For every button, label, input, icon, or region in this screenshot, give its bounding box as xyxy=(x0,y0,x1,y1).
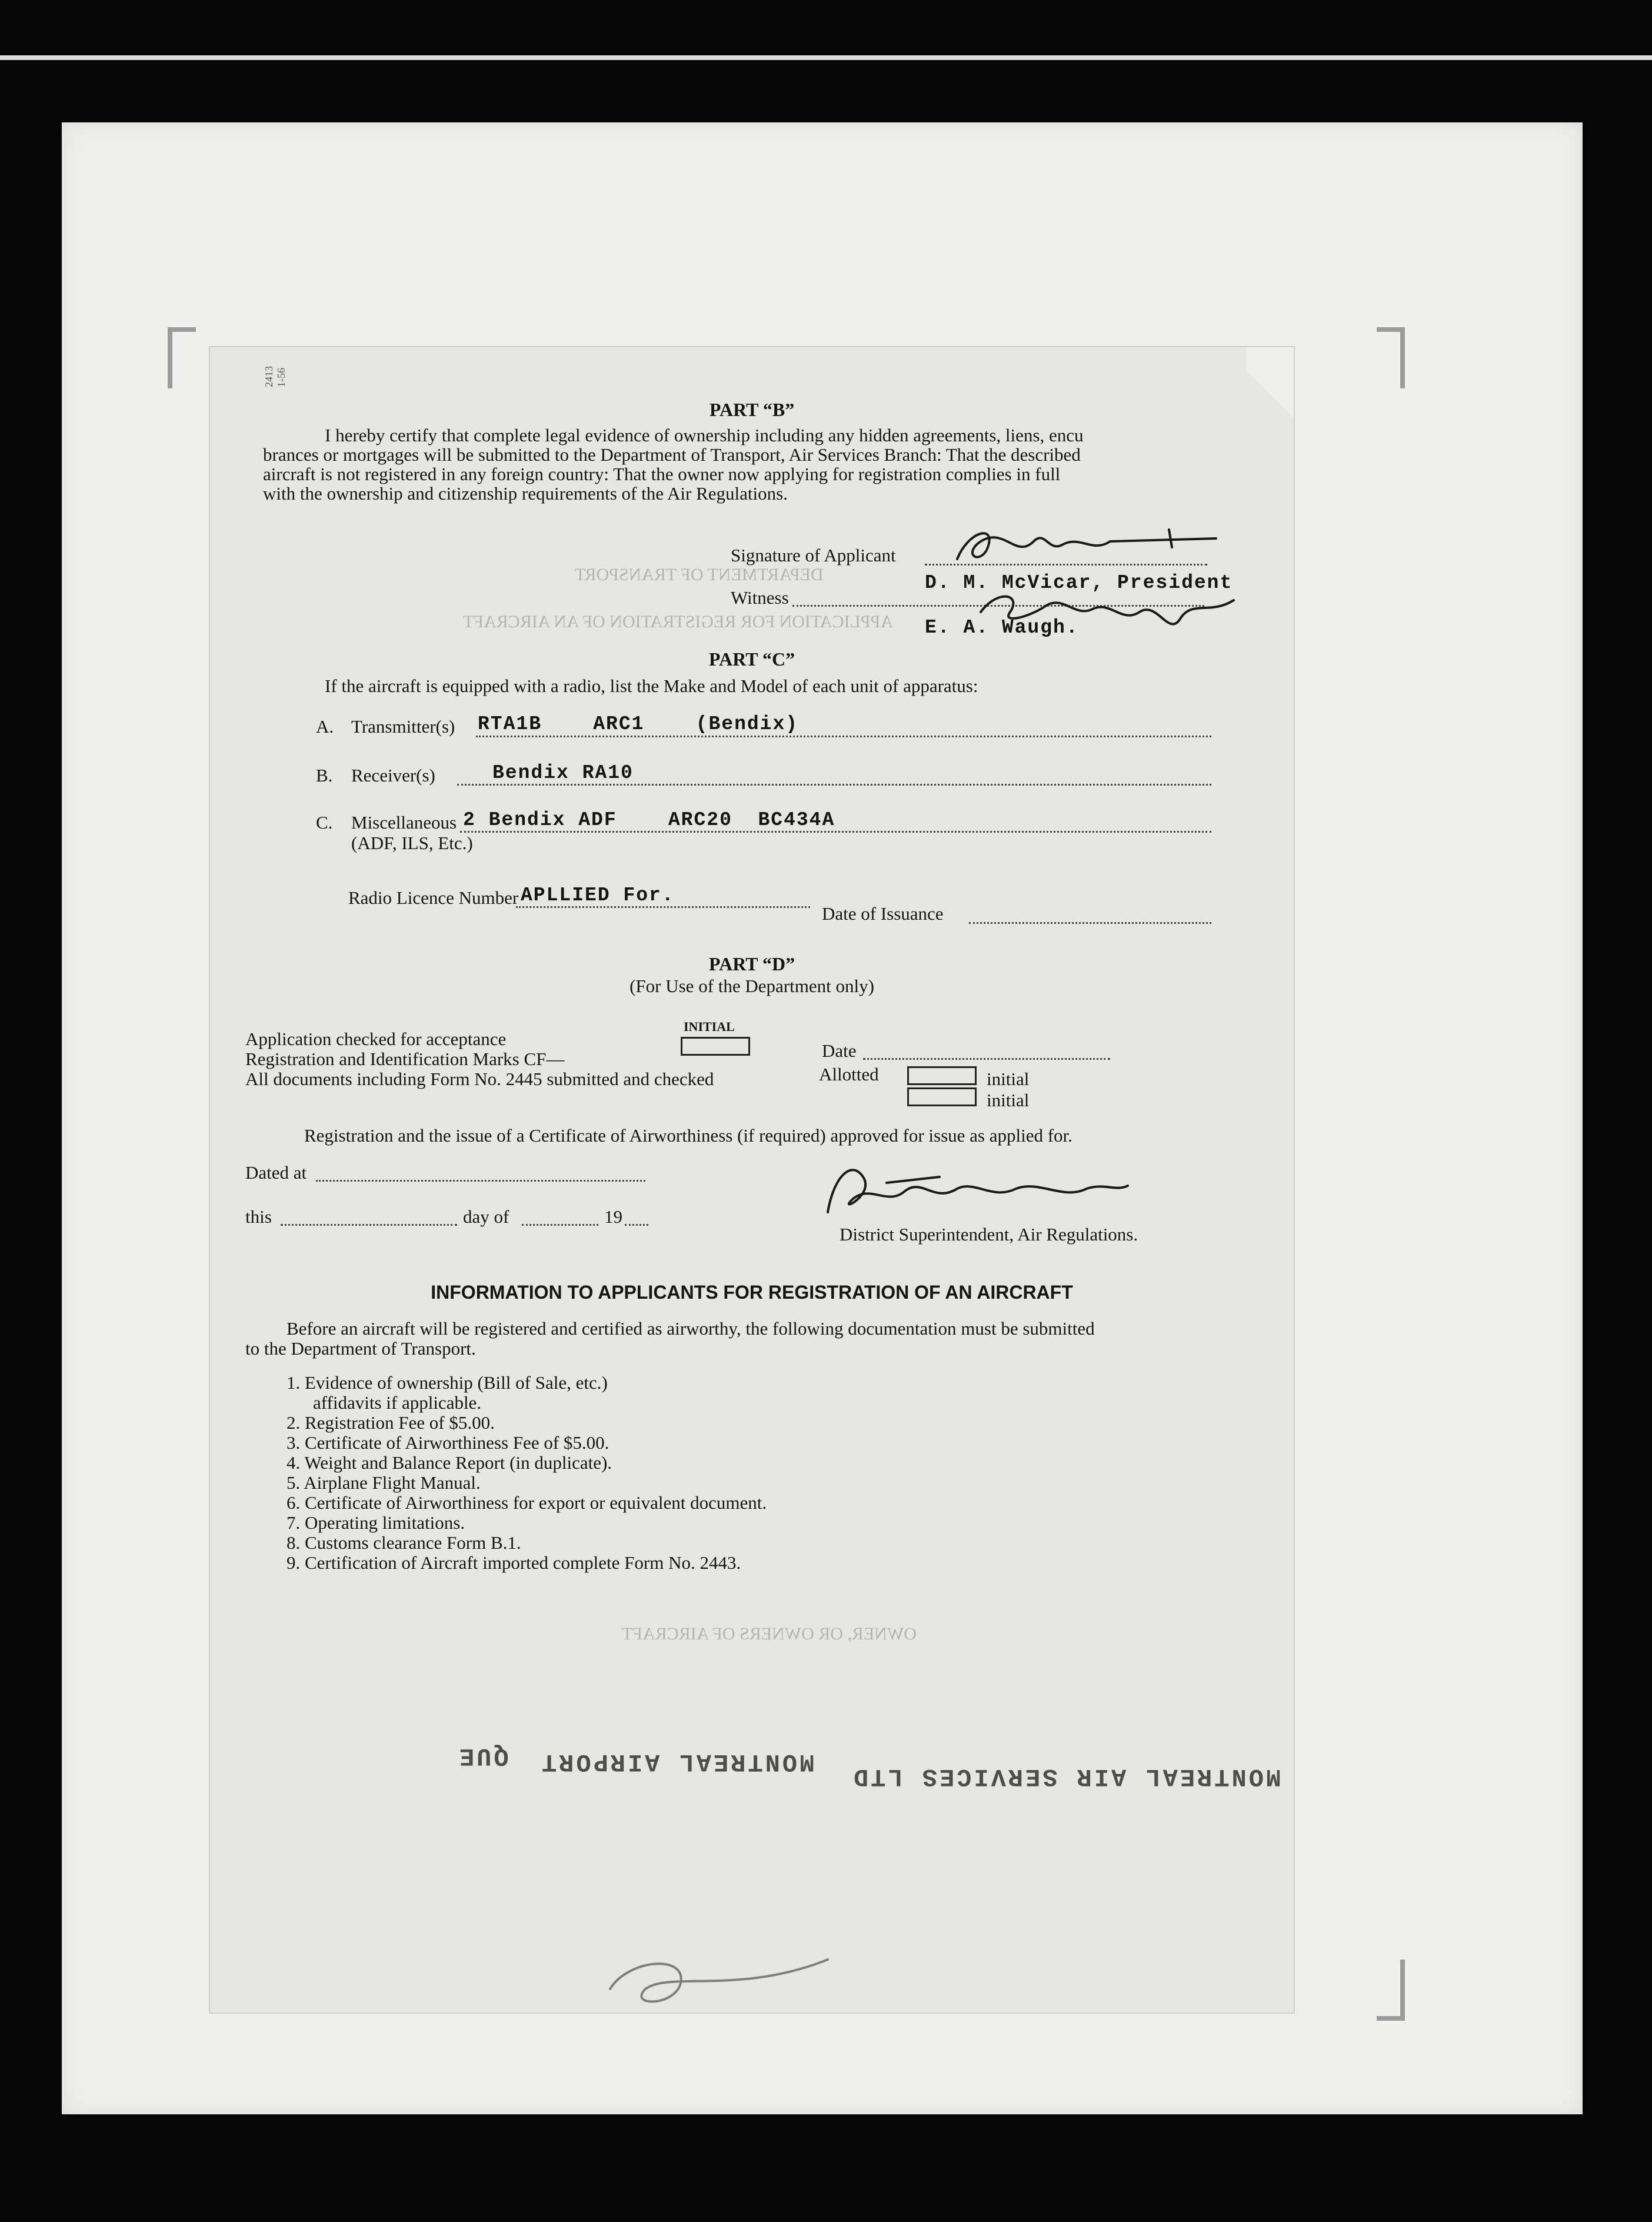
initial-column-label: INITIAL xyxy=(684,1019,735,1034)
info-item-5: 5. Airplane Flight Manual. xyxy=(287,1472,481,1493)
witness-label: Witness xyxy=(731,587,789,608)
this-label: this xyxy=(245,1206,272,1227)
part-b-line-3: aircraft is not registered in any foreign country: That the owner now applying for registration complies in full xyxy=(263,464,1061,484)
info-intro-2: to the Department of Transport. xyxy=(245,1338,476,1359)
transmitter-value: RTA1B ARC1 (Bendix) xyxy=(478,713,799,735)
item-a-label: A. xyxy=(316,716,334,737)
ghost-dept: DEPARTMENT OF TRANSPORT xyxy=(575,565,824,584)
crop-mark-bottom-right xyxy=(1377,1960,1405,2021)
applicant-signature xyxy=(945,518,1222,571)
form-number: 2413 1-56 xyxy=(263,366,287,387)
part-d-date-line xyxy=(863,1057,1110,1060)
info-item-7: 7. Operating limitations. xyxy=(287,1512,465,1533)
part-c-heading: PART “C” xyxy=(708,648,795,670)
date-of-issuance-label: Date of Issuance xyxy=(822,903,944,924)
part-c-intro: If the aircraft is equipped with a radio, list the Make and Model of each unit of apparatus: xyxy=(325,676,978,696)
info-item-1: 1. Evidence of ownership (Bill of Sale, etc.) xyxy=(287,1372,608,1393)
item-c-label: C. xyxy=(316,812,333,833)
info-item-1-cont: affidavits if applicable. xyxy=(313,1392,482,1413)
district-superintendent-label: District Superintendent, Air Regulations. xyxy=(840,1224,1138,1245)
info-item-2: 2. Registration Fee of $5.00. xyxy=(287,1412,495,1433)
documents-initial-label: initial xyxy=(987,1090,1030,1110)
ghost-owners: OWNER, OR OWNERS OF AIRCRAFT xyxy=(622,1624,917,1644)
application-checked-label: Application checked for acceptance xyxy=(245,1029,507,1049)
part-b-line-1: I hereby certify that complete legal evidence of ownership including any hidden agreements, liens, encu xyxy=(325,425,1084,445)
ghost-owner-name: MONTREAL AIR SERVICES LTD xyxy=(851,1762,1281,1791)
info-item-6: 6. Certificate of Airworthiness for export or equivalent document. xyxy=(287,1492,767,1513)
form-sheet xyxy=(210,347,1294,2013)
info-item-8: 8. Customs clearance Form B.1. xyxy=(287,1532,521,1553)
miscellaneous-line xyxy=(460,830,1211,833)
allotted-initial-label: initial xyxy=(987,1069,1030,1089)
part-d-date-label: Date xyxy=(822,1040,857,1061)
radio-licence-line xyxy=(516,905,810,908)
part-d-subheading: (For Use of the Department only) xyxy=(630,976,874,996)
miscellaneous-sub-label: (ADF, ILS, Etc.) xyxy=(351,833,473,853)
day-of-label: day of xyxy=(463,1206,509,1227)
dated-at-line xyxy=(316,1179,645,1182)
initial-box-allotted[interactable] xyxy=(907,1066,977,1085)
part-b-line-4: with the ownership and citizenship requirements of the Air Regulations. xyxy=(263,483,788,504)
ghost-owner-address: MONTREAL AIRPORT xyxy=(539,1748,815,1776)
initial-box-acceptance[interactable] xyxy=(681,1037,750,1056)
part-b-heading: PART “B” xyxy=(709,399,795,420)
item-b-label: B. xyxy=(316,765,333,786)
initial-box-documents[interactable] xyxy=(907,1087,977,1106)
transmitter-label: Transmitter(s) xyxy=(351,716,455,737)
allotted-label: Allotted xyxy=(819,1064,879,1085)
part-d-heading: PART “D” xyxy=(708,953,795,974)
witness-typed-name: E. A. Waugh. xyxy=(925,617,1079,638)
info-intro-1: Before an aircraft will be registered and certified as airworthy, the following documentation must be submitted xyxy=(287,1318,1095,1339)
info-heading: INFORMATION TO APPLICANTS FOR REGISTRATION OF AN AIRCRAFT xyxy=(431,1282,1073,1303)
year-prefix: 19 xyxy=(604,1206,622,1227)
transmitter-line xyxy=(476,734,1211,737)
registration-marks-label: Registration and Identification Marks CF— xyxy=(245,1049,565,1069)
ghost-owner-province: QUE xyxy=(457,1742,509,1770)
radio-licence-value: APLLIED For. xyxy=(521,884,675,906)
part-b-line-2: brances or mortgages will be submitted to the Department of Transport, Air Services Branch: That the described xyxy=(263,444,1081,465)
receiver-label: Receiver(s) xyxy=(351,765,435,786)
radio-licence-label: Radio Licence Number xyxy=(348,887,519,908)
info-item-9: 9. Certification of Aircraft imported complete Form No. 2443. xyxy=(287,1552,741,1573)
info-item-4: 4. Weight and Balance Report (in duplicate). xyxy=(287,1452,612,1473)
crop-mark-top-left xyxy=(168,327,196,388)
day-of-line xyxy=(522,1223,598,1226)
date-of-issuance-line xyxy=(969,921,1211,924)
receiver-value: Bendix RA10 xyxy=(492,762,634,784)
superintendent-signature xyxy=(816,1159,1134,1224)
applicant-typed-name: D. M. McVicar, President xyxy=(925,572,1233,594)
approval-text: Registration and the issue of a Certificate of Airworthiness (if required) approved for issue as applied for. xyxy=(304,1125,1073,1146)
this-line xyxy=(281,1223,457,1226)
miscellaneous-label: Miscellaneous xyxy=(351,812,457,833)
film-edge-line xyxy=(0,55,1652,60)
ghost-title: APPLICATION FOR REGISTRATION OF AN AIRCRAFT xyxy=(463,612,893,631)
year-line xyxy=(625,1223,648,1226)
dated-at-label: Dated at xyxy=(245,1162,307,1183)
info-item-3: 3. Certificate of Airworthiness Fee of $5.00. xyxy=(287,1432,609,1453)
ghost-signature xyxy=(592,1948,840,2013)
receiver-line xyxy=(457,783,1211,786)
documents-checked-label: All documents including Form No. 2445 submitted and checked xyxy=(245,1069,714,1089)
miscellaneous-value: 2 Bendix ADF ARC20 BC434A xyxy=(463,809,835,831)
crop-mark-top-right xyxy=(1377,327,1405,388)
signature-of-applicant-label: Signature of Applicant xyxy=(731,545,896,566)
